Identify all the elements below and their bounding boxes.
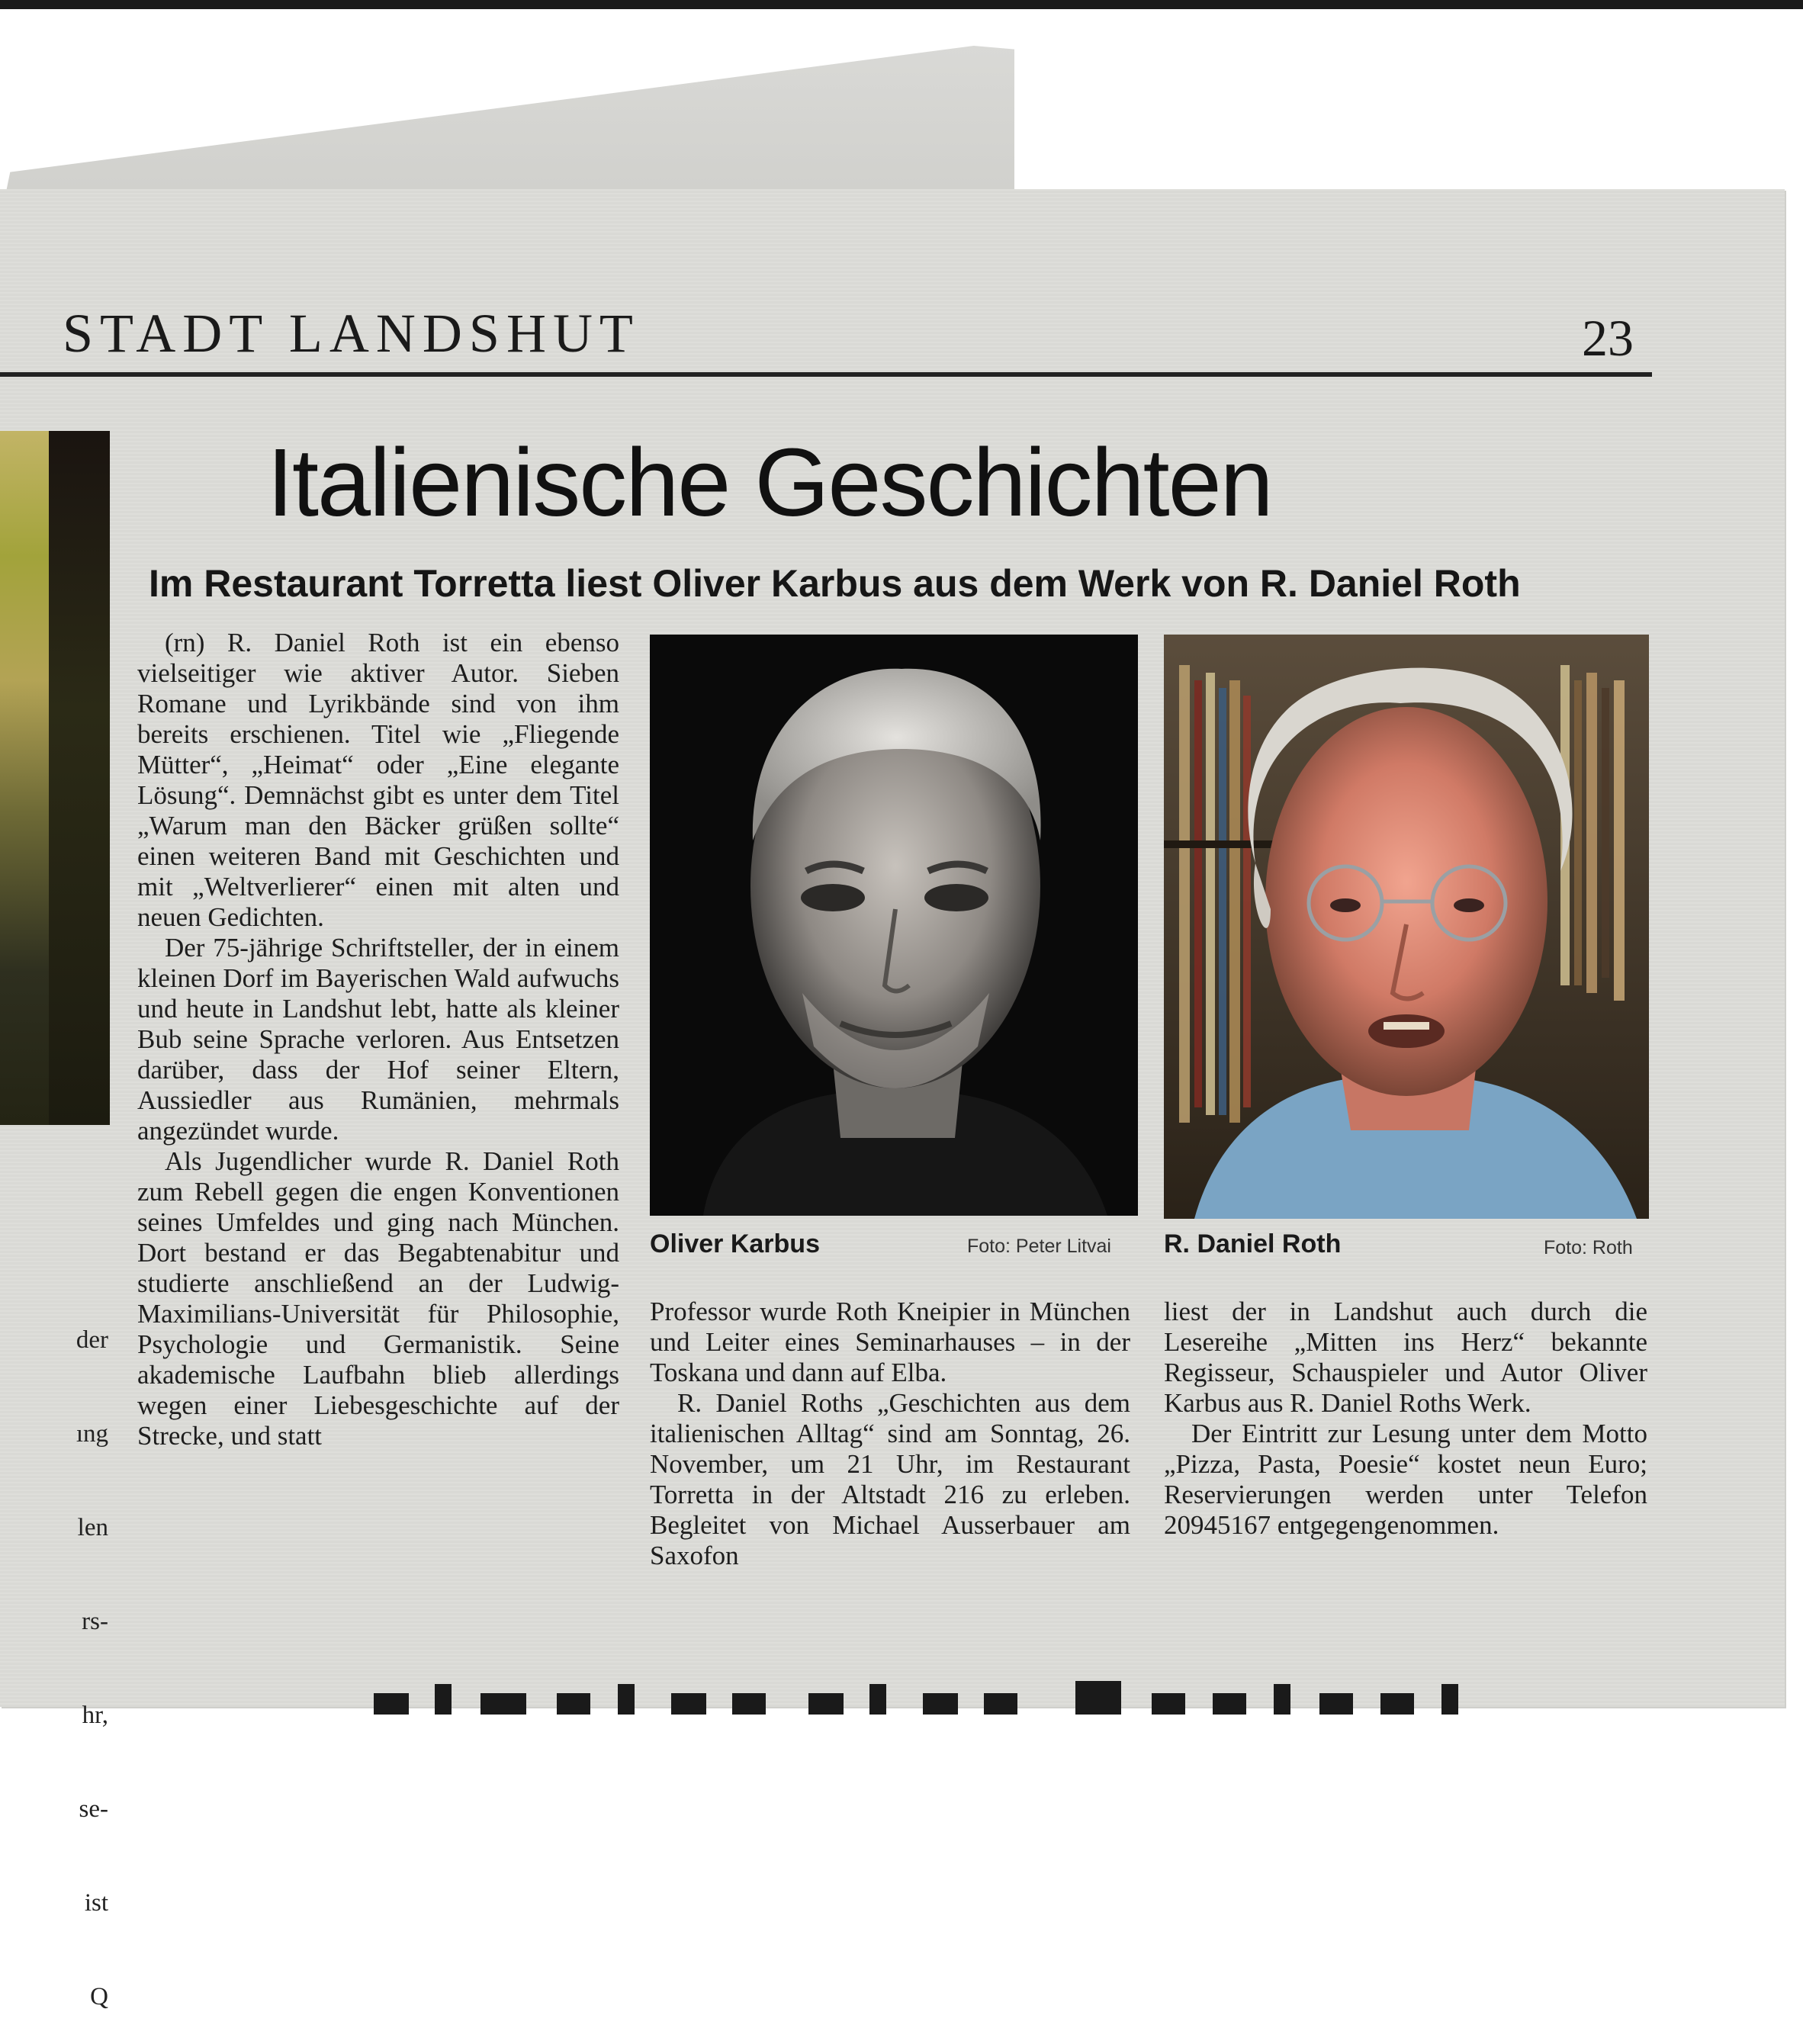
fragment-line: rs-: [82, 1608, 108, 1635]
article-subheadline: Im Restaurant Torretta liest Oliver Karbus aus dem Werk von R. Daniel Roth: [149, 562, 1521, 605]
adjacent-article-fragment: [72, 1262, 108, 2044]
article-column-1: [137, 628, 619, 1451]
paragraph: liest der in Landshut auch durch die Lesereihe „Mitten ins Herz“ bekannte Regisseur, Schauspieler und Autor Oliver Karbus aus R. Daniel Roths Werk.: [1164, 1297, 1647, 1418]
cut-off-headline-glyphs: [366, 1678, 1602, 1715]
photo-caption-name: Oliver Karbus: [650, 1229, 820, 1258]
paragraph: Professor wurde Roth Kneipier in München und Leiter eines Seminarhauses – in der Toskana und dann auf Elba.: [650, 1297, 1130, 1387]
article-column-3: [1164, 1297, 1647, 1541]
paragraph: R. Daniel Roths „Geschichten aus dem italienischen Alltag“ sind am Sonntag, 26. November, um 21 Uhr, im Restaurant Torretta in der Altstadt 216 zu erleben. Begleitet von Michael Ausserbauer am Saxofon: [650, 1388, 1130, 1570]
fragment-line: hr,: [82, 1702, 108, 1729]
portrait-image: [1164, 635, 1649, 1219]
fragment-line: ist: [84, 1889, 108, 1917]
next-headline-cut-off: [366, 1678, 1602, 1715]
photo-caption-name: R. Daniel Roth: [1164, 1229, 1342, 1258]
article-column-2: [650, 1297, 1130, 1571]
article-headline: Italienische Geschichten: [267, 429, 1272, 536]
fragment-line: Q: [90, 1983, 108, 2010]
photo-credit: Foto: Roth: [1544, 1237, 1633, 1258]
fragment-line: ıng: [76, 1420, 108, 1448]
adjacent-article-image-shadow: [49, 431, 110, 1125]
paragraph: Der Eintritt zur Lesung unter dem Motto „Pizza, Pasta, Poesie“ kostet neun Euro; Reservierungen werden unter Telefon 20945167 entgegengenommen.: [1164, 1419, 1647, 1540]
page-number: 23: [1582, 309, 1634, 367]
fragment-line: se-: [79, 1795, 108, 1823]
fragment-line: der: [76, 1326, 108, 1354]
fragment-line: len: [77, 1514, 108, 1541]
department-title: STADT LANDSHUT: [63, 303, 640, 364]
header-rule: [0, 372, 1652, 377]
paragraph: Der 75-jährige Schriftsteller, der in einem kleinen Dorf im Bayerischen Wald aufwuchs und heute in Landshut lebt, hatte als kleiner Bub seine Sprache verloren. Aus Entsetzen darüber, dass der Hof seiner Eltern, Aussiedler aus Rumänien, mehrmals angezündet wurde.: [137, 933, 619, 1146]
paragraph: Als Jugendlicher wurde R. Daniel Roth zum Rebell gegen die engen Konventionen seines Umfeldes und ging nach München. Dort bestand er das Begabtenabitur und studierte anschließend an der Ludwig-Maximilians-Universität für Philosophie, Psychologie und Germanistik. Seine akademische Laufbahn blieb allerdings wegen einer Liebesgeschichte auf der Strecke, und statt: [137, 1146, 619, 1451]
photo-oliver-karbus: [650, 635, 1138, 1216]
photo-r-daniel-roth: [1164, 635, 1649, 1219]
portrait-image: [650, 635, 1138, 1216]
photo-credit: Foto: Peter Litvai: [967, 1236, 1111, 1257]
paragraph: (rn) R. Daniel Roth ist ein ebenso vielseitiger wie aktiver Autor. Sieben Romane und Lyrikbände sind von ihm bereits erschienen. Titel wie „Fliegende Mütter“, „Heimat“ oder „Eine elegante Lösung“. Demnächst gibt es unter dem Titel „Warum man den Bäcker grüßen sollte“ einen weiteren Band mit Geschichten und mit „Weltverlierer“ einen mit alten und neuen Gedichten.: [137, 628, 619, 932]
scan-border-top: [0, 0, 1803, 9]
